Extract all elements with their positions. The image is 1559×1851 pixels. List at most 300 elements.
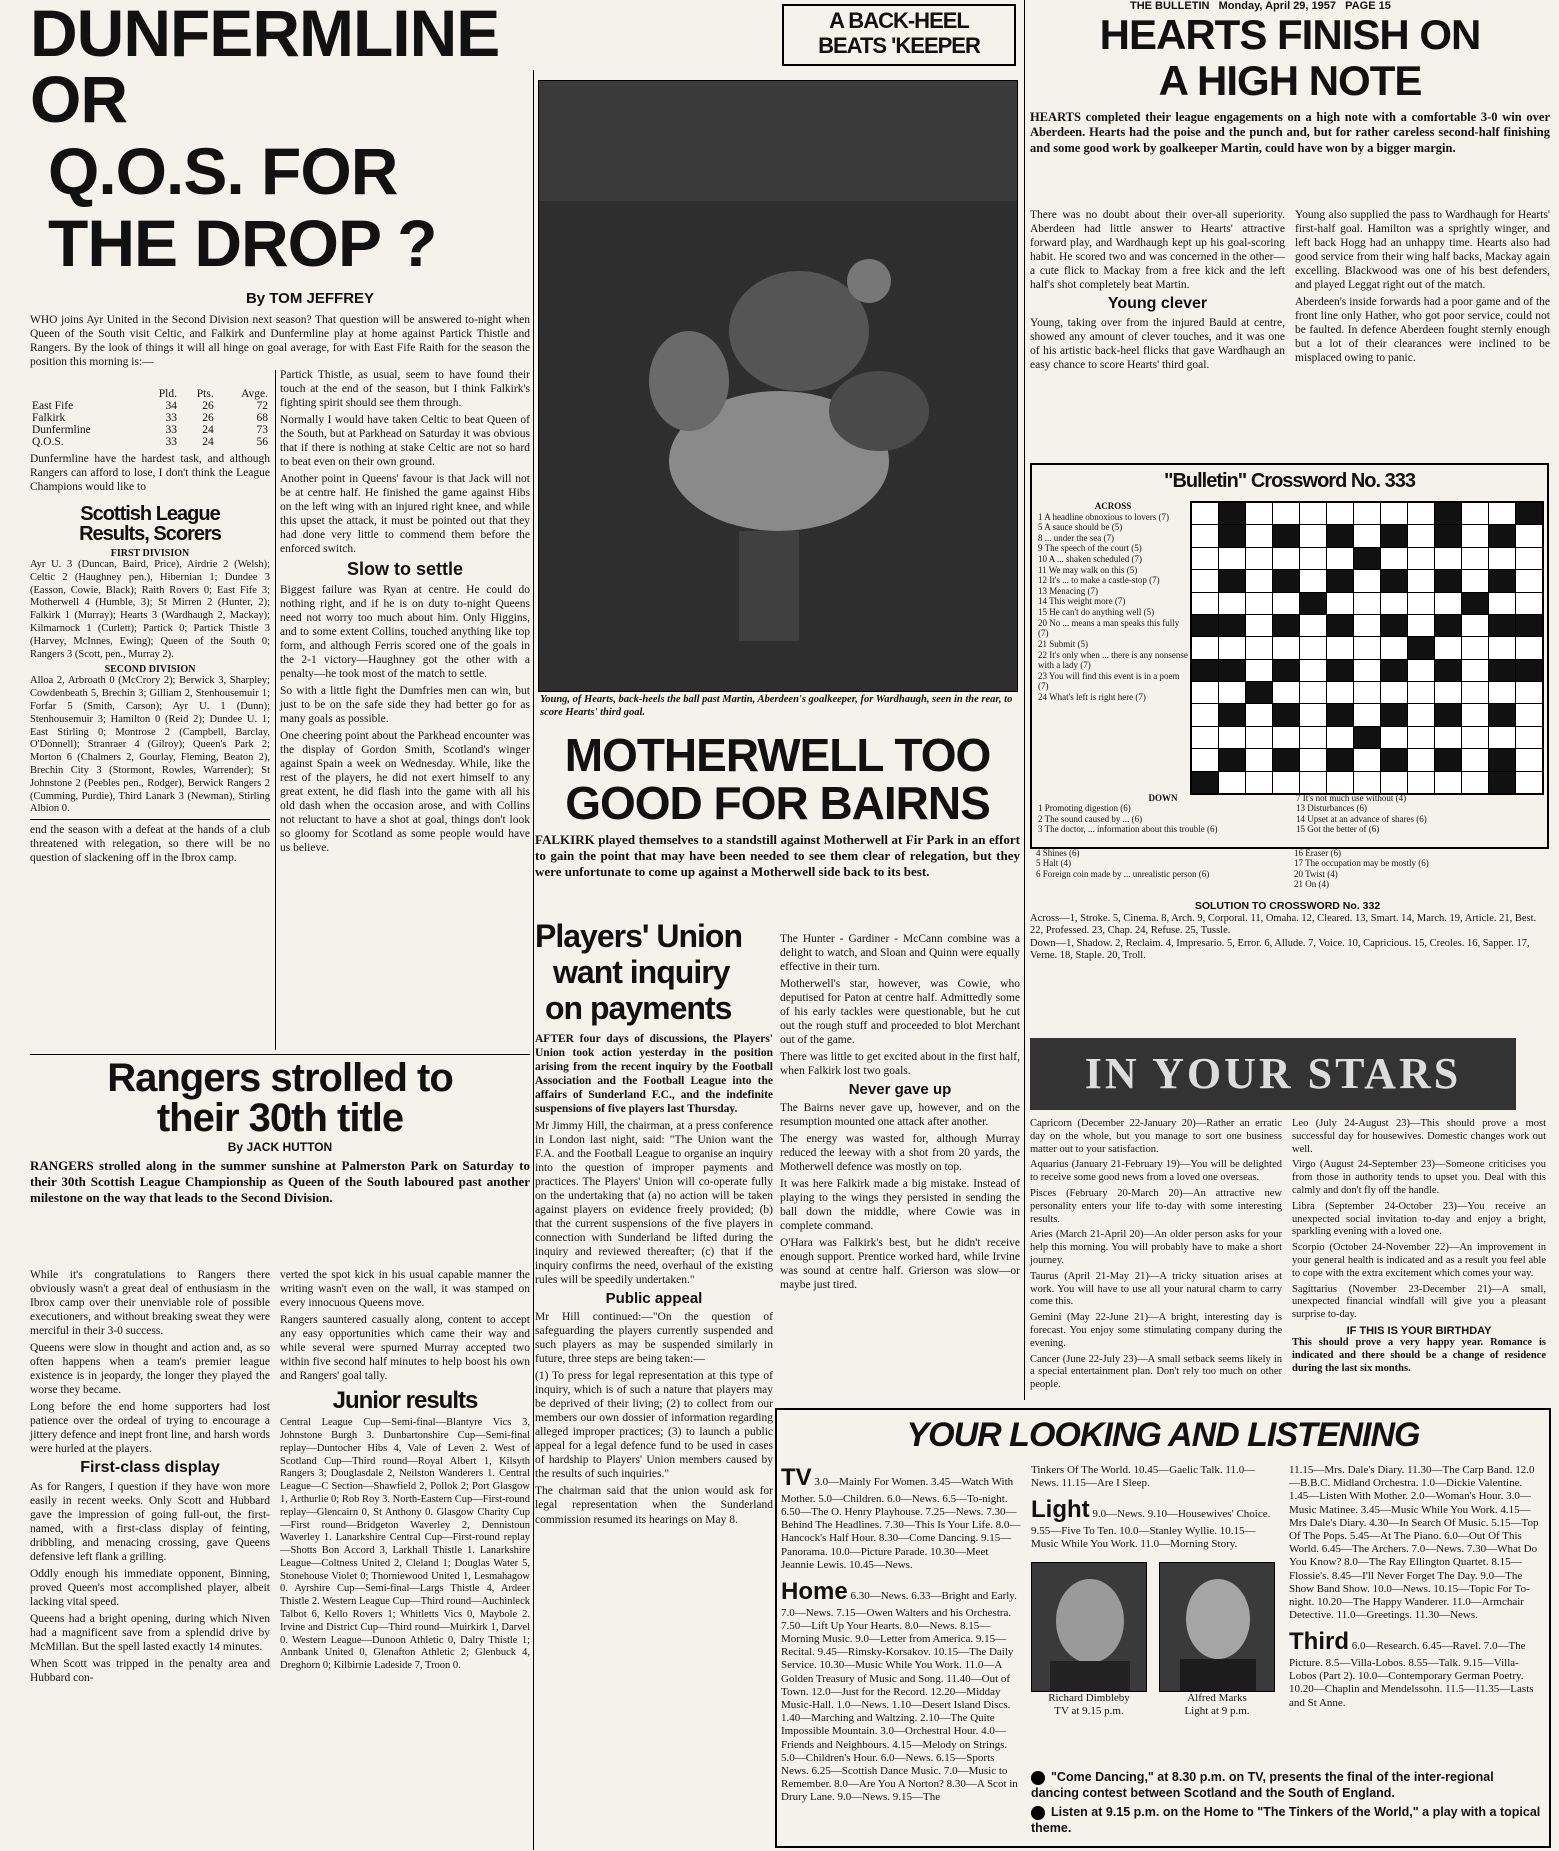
motherwell-para-4: The Bairns never gave up, however, and on the resumption mounted one attack after another. xyxy=(780,1102,1020,1129)
crossword-cell[interactable] xyxy=(1381,682,1407,703)
crossword-down-more xyxy=(1036,848,1536,889)
crossword-black-cell xyxy=(1489,772,1515,793)
crossword-cell[interactable] xyxy=(1381,727,1407,748)
crossword-cell[interactable] xyxy=(1246,548,1272,569)
crossword-solution xyxy=(1030,900,1545,963)
union-article xyxy=(535,920,773,1530)
crossword-cell[interactable] xyxy=(1192,637,1218,658)
crossword-cell[interactable] xyxy=(1435,682,1461,703)
crossword-cell[interactable] xyxy=(1273,637,1299,658)
crossword-black-cell xyxy=(1435,704,1461,725)
crossword-cell[interactable] xyxy=(1516,548,1542,569)
junior-results-text: Central League Cup—Semi-final—Blantyre Vics 3, Johnstone Burgh 3. Dunbartonshire Cup—Semi-final replay—Duntocher Hibs 4, Vale of Leven 2. West of Scotland Cup—Third round—Royal Albert 1, Kilsyth Rangers 3; Douglasdale 2, Neilston Wanderers 1. Central League—C Section—Shawfield 2, Pollok 2; Port Glasgow 1, Arthurlie 0; Rob Roy 3. North-Eastern Cup—First-round replay—Glencairn 0, St Anthony 0. Glasgow Charity Cup—First round—Bridgeton Waverley 2, Dennistoun Waverley 1. Lanarkshire Central Cup—First-round replay—Shotts Bon Accord 3, Larkhall Thistle 1. Lanarkshire League—Coltness United 2, Cleland 1; Douglas Water 5, Stonehouse Violet 0; Thorniewood United 1, Lesmahagow 0. Ayrshire Cup—Semi-final—Largs Thistle 4, Ardeer Thistle 2. Western League Cup—Third round—Auchinleck Talbot 6, Kello Rovers 1; Whitletts Vics 0, Maybole 2. Irvine and District Cup—Third round—Muirkirk 1, Darvel 0. Western League—Dunoon Athletic 0, Dalry Thistle 1; Annbank United 0, Glenafton Athletic 2; Glenbuck 4, Dreghorn 0; Kilbirnie Ladeside 7, Troon 0. xyxy=(280,1417,530,1672)
motherwell-body xyxy=(780,932,1020,1295)
across-clue: 14 This weight more (7) xyxy=(1038,596,1126,607)
across-clue: 15 He can't do anything well (5) xyxy=(1038,607,1155,618)
crossword-black-cell xyxy=(1489,525,1515,546)
column-rule xyxy=(1024,0,1025,1400)
crossword-cell[interactable] xyxy=(1516,704,1542,725)
crossword-cell[interactable] xyxy=(1219,727,1245,748)
crossword-cell[interactable] xyxy=(1462,749,1488,770)
crossword-cell[interactable] xyxy=(1516,682,1542,703)
crossword-cell[interactable] xyxy=(1408,503,1434,524)
horoscope-entry: Aries (March 21-April 20)—An older person asks for your help this morning. You will probably have to make a short journey. xyxy=(1030,1229,1282,1266)
crossword-cell[interactable] xyxy=(1408,615,1434,636)
young-clever-subhead: Young clever xyxy=(1107,295,1208,313)
across-clue: 10 A ... shaken scheduled (7) xyxy=(1038,554,1142,565)
crossword-cell[interactable] xyxy=(1300,704,1326,725)
crossword-cell[interactable] xyxy=(1219,593,1245,614)
crossword-cell[interactable] xyxy=(1327,637,1353,658)
hearts-headline-2: A HIGH NOTE xyxy=(1158,57,1422,104)
horoscope-entry: Libra (September 24-October 23)—You receive an unexpected social invitation to-day and enjoy a bright, sparkling evening with a loved one. xyxy=(1292,1200,1546,1238)
horoscope-entry: Capricorn (December 22-January 20)—Rather an erratic day on the whole, but you manage to sort one business matter out to your satisfaction. xyxy=(1030,1118,1282,1155)
crossword-cell[interactable] xyxy=(1246,772,1272,793)
crossword-cell[interactable] xyxy=(1489,593,1515,614)
hearts-headline-1: HEARTS FINISH ON xyxy=(1099,11,1481,58)
crossword-cell[interactable] xyxy=(1381,548,1407,569)
motherwell-para-7: O'Hara was Falkirk's best, but he didn't receive enough support. Prentice worked hard, while Irvine was sound at centre half. Grierson was slow—or maybe just tired. xyxy=(780,1237,1020,1292)
section-rule xyxy=(30,1054,530,1055)
across-clue: 13 Menacing (7) xyxy=(1038,585,1098,596)
crossword-cell[interactable] xyxy=(1192,593,1218,614)
crossword-cell[interactable] xyxy=(1300,615,1326,636)
crossword-cell[interactable] xyxy=(1300,503,1326,524)
portrait-image xyxy=(1160,1563,1276,1691)
masthead-page: PAGE 15 xyxy=(1345,0,1391,12)
dunfermline-headline-2: Q.O.S. FOR xyxy=(48,134,398,208)
crossword-title: "Bulletin" Crossword No. 333 xyxy=(1163,470,1415,492)
crossword-cell[interactable] xyxy=(1408,682,1434,703)
solution-down: Down—1, Shadow. 2, Reclaim. 4, Impresario. 5, Error. 6, Allude. 7, Voice. 10, Capricious. 15, Creoles. 16, Sapper. 17, Verne. 18, Staple. 20, Troll. xyxy=(1030,937,1530,962)
crossword-cell[interactable] xyxy=(1462,772,1488,793)
slow-to-settle-subhead: Slow to settle xyxy=(346,559,463,580)
crossword-box xyxy=(1030,463,1549,849)
crossword-cell[interactable] xyxy=(1408,727,1434,748)
first-division-results: Ayr U. 3 (Duncan, Baird, Price), Airdrie 2 (Welsh); Celtic 2 (Haughney pen.), Hibernian 1; Dundee 3 (Easson, Cowie, Black); Raith Rovers 0; East Fife 3; Motherwell 4 (Humble, 3); St Mirren 2 (Hunter, 2); Falkirk 1 (Murray); Hearts 3 (Wardhaugh 2, Mackay); Kilmarnock 1 (Curlett); Partick 0; Partick Thistle 3 (Harvey, McInnes, Ewing); Queen of the South 0; Rangers 3 (Scott, pen., Murray 2). xyxy=(30,559,270,660)
photo-headline-2: BEATS 'KEEPER xyxy=(818,33,980,58)
crossword-cell[interactable] xyxy=(1381,772,1407,793)
crossword-black-cell xyxy=(1273,704,1299,725)
down-clue: 15 Got the better of (6) xyxy=(1296,824,1380,835)
crossword-cell[interactable] xyxy=(1192,704,1218,725)
portrait-photo xyxy=(1159,1562,1275,1692)
crossword-cell[interactable] xyxy=(1489,503,1515,524)
crossword-cell[interactable] xyxy=(1246,749,1272,770)
crossword-black-cell xyxy=(1219,704,1245,725)
across-clue: 24 What's left is right here (7) xyxy=(1038,691,1146,702)
down-label: DOWN xyxy=(1148,793,1178,803)
hearts-para-2: Young, taking over from the injured Bauld at centre, showed any amount of clever touches, and it was one of his artistic back-heel flicks that gave Wardhaugh an easy chance to score Hearts' third goal. xyxy=(1030,317,1285,372)
crossword-cell[interactable] xyxy=(1273,593,1299,614)
crossword-black-cell xyxy=(1435,615,1461,636)
crossword-cell[interactable] xyxy=(1489,727,1515,748)
across-label: ACROSS xyxy=(1094,501,1132,511)
portrait-name: Alfred Marks xyxy=(1187,1691,1247,1704)
league-table-row: East Fife 34 26 72 xyxy=(32,400,268,412)
tv-radio-box xyxy=(775,1408,1551,1848)
across-clue: 23 You will find this event is in a poem (7) xyxy=(1038,670,1180,692)
crossword-black-cell xyxy=(1489,570,1515,591)
crossword-cell[interactable] xyxy=(1219,548,1245,569)
horoscope-entry: Pisces (February 20-March 20)—An attractive new personality enters your life to-day with some interesting results. xyxy=(1030,1187,1282,1225)
crossword-cell[interactable] xyxy=(1462,637,1488,658)
down-clue: 7 It's not much use without (4) xyxy=(1296,793,1407,803)
crossword-cell[interactable] xyxy=(1327,772,1353,793)
second-division-label: SECOND DIVISION xyxy=(104,664,196,676)
portrait-image xyxy=(1032,1563,1148,1691)
crossword-black-cell xyxy=(1219,660,1245,681)
crossword-black-cell xyxy=(1327,525,1353,546)
rangers-headline-1: Rangers strolled to xyxy=(107,1056,453,1100)
portrait-name: Richard Dimbleby xyxy=(1048,1691,1130,1704)
down-clue: 3 The doctor, ... information about this trouble (6) xyxy=(1038,824,1218,835)
first-class-subhead: First-class display xyxy=(80,1459,220,1477)
down-clue: 14 Upset at an advance of shares (6) xyxy=(1296,813,1427,824)
dunfermline-headline-1: DUNFERMLINE OR xyxy=(30,0,500,136)
crossword-cell[interactable] xyxy=(1408,593,1434,614)
dunfermline-col-2 xyxy=(280,368,530,859)
rangers-para-1: While it's congratulations to Rangers there obviously wasn't a great deal of enthusiasm in the Ibrox camp over their unenviable role of possible executioners, and without breaking sweat they were merciful in their 3-0 success. xyxy=(30,1269,270,1338)
crossword-black-cell xyxy=(1192,772,1218,793)
crossword-cell[interactable] xyxy=(1462,704,1488,725)
crossword-black-cell xyxy=(1273,749,1299,770)
crossword-black-cell xyxy=(1381,749,1407,770)
tv-label: TV xyxy=(781,1464,812,1491)
union-lead: AFTER four days of discussions, the Players' Union took action yesterday in the position arising from the recent inquiry by the Football Association and the Football League into the affairs of Sunderland F.C., and the indefinite suspensions of five players last Thursday. xyxy=(535,1033,773,1116)
hearts-col2-para-2: Aberdeen's inside forwards had a poor game and of the front line only Hather, who got poor service, could not be faulted. In defence Aberdeen fought sternly enough but a lot of their clearances were inclined to be misplaced owing to panic. xyxy=(1295,296,1550,365)
crossword-black-cell xyxy=(1435,525,1461,546)
crossword-black-cell xyxy=(1435,570,1461,591)
rangers-para-6: Queens had a bright opening, during which Niven had a magnificent save from a splendid drive by McMillan. But the spell lasted exactly 14 minutes. xyxy=(30,1613,270,1654)
crossword-cell[interactable] xyxy=(1327,593,1353,614)
crossword-cell[interactable] xyxy=(1219,772,1245,793)
crossword-black-cell xyxy=(1489,660,1515,681)
motherwell-headline-1: MOTHERWELL TOO xyxy=(564,729,991,781)
solution-title: SOLUTION TO CROSSWORD No. 332 xyxy=(1194,900,1381,912)
match-photo xyxy=(538,80,1018,692)
horoscope-entry: Virgo (August 24-September 23)—Someone criticises you from those in authority tends to upset you. Deal with this calmly and don't fly off the handle. xyxy=(1292,1159,1546,1196)
third-label: Third xyxy=(1289,1628,1349,1656)
down-clue: 17 The occupation may be mostly (6) xyxy=(1294,858,1429,869)
union-headline-2: want inquiry xyxy=(553,954,730,990)
tv-col-2 xyxy=(1031,1464,1281,1718)
across-clue: 21 Submit (5) xyxy=(1038,638,1089,649)
crossword-cell[interactable] xyxy=(1516,772,1542,793)
crossword-cell[interactable] xyxy=(1489,548,1515,569)
crossword-cell[interactable] xyxy=(1300,682,1326,703)
crossword-cell[interactable] xyxy=(1462,682,1488,703)
crossword-cell[interactable] xyxy=(1516,637,1542,658)
rangers-para-7: When Scott was tripped in the penalty area and Hubbard con- xyxy=(30,1658,270,1685)
crossword-black-cell xyxy=(1246,682,1272,703)
crossword-cell[interactable] xyxy=(1273,503,1299,524)
motherwell-headline-2: GOOD FOR BAIRNS xyxy=(565,777,990,829)
crossword-cell[interactable] xyxy=(1300,548,1326,569)
crossword-cell[interactable] xyxy=(1516,570,1542,591)
crossword-cell[interactable] xyxy=(1354,637,1380,658)
crossword-cell[interactable] xyxy=(1462,503,1488,524)
crossword-black-cell xyxy=(1435,749,1461,770)
crossword-cell[interactable] xyxy=(1300,570,1326,591)
across-clue: 9 The speech of the court (5) xyxy=(1038,543,1142,554)
crossword-black-cell xyxy=(1381,615,1407,636)
stars-col-1 xyxy=(1030,1118,1282,1395)
dunfermline-col2-para-6: One cheering point about the Parkhead encounter was the display of Gordon Smith, Scotland's winger against Spain a week on Wednesday. While, like the rest of the players, he did not exert himself to any great extent, he did flash into the game with all his old dash when the occasion arose, and with Collins not reluctant to have a shot at goal, things don't look so gloomy for Scotland as some people would have us believe. xyxy=(280,730,530,855)
crossword-black-cell xyxy=(1489,704,1515,725)
third-schedule: 6.0—Research. 6.45—Ravel. 7.0—The Picture. 8.5—Villa-Lobos. 8.55—Talk. 9.15—Villa-Lobos (Part 2). 10.0—Contemporary German Poetry. 10.20—Chaplin and Mendelssohn. 11.5—11.35—Lasts and St Anne. xyxy=(1289,1640,1534,1709)
crossword-cell[interactable] xyxy=(1300,637,1326,658)
crossword-cell[interactable] xyxy=(1354,570,1380,591)
results-title-1: Scottish League xyxy=(80,503,220,526)
tv-radio-title: YOUR LOOKING AND LISTENING xyxy=(906,1416,1420,1454)
crossword-cell[interactable] xyxy=(1327,548,1353,569)
crossword-black-cell xyxy=(1435,503,1461,524)
crossword-cell[interactable] xyxy=(1516,727,1542,748)
crossword-cell[interactable] xyxy=(1273,682,1299,703)
down-clue: 20 Twist (4) xyxy=(1294,868,1338,879)
crossword-black-cell xyxy=(1354,548,1380,569)
crossword-black-cell xyxy=(1381,704,1407,725)
crossword-cell[interactable] xyxy=(1381,637,1407,658)
crossword-cell[interactable] xyxy=(1300,727,1326,748)
home-label: Home xyxy=(781,1577,848,1605)
highlight-item: "Come Dancing," at 8.30 p.m. on TV, presents the final of the inter-regional dancing contest between Scotland and the South of England. xyxy=(1031,1770,1494,1800)
rangers-lead: RANGERS strolled along in the summer sunshine at Palmerston Park on Saturday to their 30th Scottish League Championship as Queen of the South laboured past another milestone on the way that leads to the Second Division. xyxy=(30,1158,530,1205)
crossword-black-cell xyxy=(1273,615,1299,636)
crossword-black-cell xyxy=(1327,570,1353,591)
crossword-cell[interactable] xyxy=(1516,525,1542,546)
crossword-black-cell xyxy=(1516,660,1542,681)
light-continued: 11.15—Mrs. Dale's Diary. 11.30—The Carp Band. 12.0—B.B.C. Midland Orchestra. 1.0—Dickie Valentine. 1.45—Listen With Mother. 2.0—Woman's Hour. 3.0—Music Matinee. 3.45—Music While You Work. 4.15—Mrs Dale's Diary. 4.30—In Search Of Music. 5.15—Top Of The Pops. 5.45—At The Piano. 6.0—Out Of This World. 6.45—The Archers. 7.0—News. 7.30—What Do You Know? 8.0—The Ray Ellington Quartet. 8.15—Flossie's. 8.45—I'll Never Forget The Day. 9.0—The Show Band Show. 10.0—News. 10.15—Topic For To-night. 10.20—The Happy Wanderer. 11.0—Armchair Detective. 11.0—Greetings. 11.30—News. xyxy=(1289,1464,1539,1622)
crossword-cell[interactable] xyxy=(1354,593,1380,614)
crossword-cell[interactable] xyxy=(1300,525,1326,546)
crossword-cell[interactable] xyxy=(1354,749,1380,770)
crossword-cell[interactable] xyxy=(1246,615,1272,636)
crossword-cell[interactable] xyxy=(1408,704,1434,725)
crossword-cell[interactable] xyxy=(1489,637,1515,658)
crossword-cell[interactable] xyxy=(1354,772,1380,793)
crossword-cell[interactable] xyxy=(1192,682,1218,703)
union-para-1: Mr Jimmy Hill, the chairman, at a press conference in London last night, said: "The Union want the F.A. and the Football League to organise an inquiry into the question of improper payments and practices. The Players' Union will co-operate fully on the undertaking that (a) no action will be taken against players on evidence freely provided; (b) that the current suspensions of the five players in connection with Sunderland be lifted during the inquiry and reviewed thereafter; (c) that if the inquiry confirms the need, overhaul of the existing rules will be speedily undertaken." xyxy=(535,1120,773,1287)
crossword-cell[interactable] xyxy=(1462,727,1488,748)
crossword-cell[interactable] xyxy=(1462,615,1488,636)
crossword-cell[interactable] xyxy=(1435,637,1461,658)
league-table xyxy=(30,388,270,448)
across-clue: 20 No ... means a man speaks this fully (7) xyxy=(1038,617,1180,639)
column-rule xyxy=(533,70,534,1850)
down-clue: 13 Disturbances (6) xyxy=(1296,803,1367,814)
dunfermline-col2-para-3: Another point in Queens' favour is that Jack will not be at centre half. He finished the game against Hibs on the left wing with an injured right knee, and while this upset the attack, it must be pointed out that they had done very little to commend them before the enforced switch. xyxy=(280,473,530,556)
crossword-cell[interactable] xyxy=(1192,749,1218,770)
motherwell-para-1: The Hunter - Gardiner - McCann combine was a delight to watch, and Sloan and Quinn were equally effective in their turn. xyxy=(780,933,1020,974)
bullet-icon xyxy=(1031,1806,1045,1820)
crossword-cell[interactable] xyxy=(1192,570,1218,591)
crossword-cell[interactable] xyxy=(1192,727,1218,748)
crossword-cell[interactable] xyxy=(1462,525,1488,546)
crossword-cell[interactable] xyxy=(1408,660,1434,681)
rangers-col-2 xyxy=(280,1268,530,1676)
crossword-cell[interactable] xyxy=(1327,727,1353,748)
dunfermline-col1-end: end the season with a defeat at the hands of a club threatened with relegation, so there will be no question of slackening off in the Ibrox camp. xyxy=(30,824,270,865)
photo-headline-1: A BACK-HEEL xyxy=(829,8,969,33)
dunfermline-para-1: WHO joins Ayr United in the Second Division next season? That question will be answered to-night when Queen of the South visit Celtic, and Falkirk and Dunfermline play at home against Partick Thistle and Rangers. By the look of things it will all hinge on goal average, for with East Fife Raith for the season the position this morning is:— xyxy=(30,314,530,369)
crossword-cell[interactable] xyxy=(1246,503,1272,524)
dunfermline-col-1 xyxy=(30,388,270,868)
down-clue: 1 Promoting digestion (6) xyxy=(1038,803,1131,814)
crossword-cell[interactable] xyxy=(1246,727,1272,748)
crossword-black-cell xyxy=(1462,593,1488,614)
portrait-detail: Light at 9 p.m. xyxy=(1184,1704,1250,1717)
portrait-photo xyxy=(1031,1562,1147,1692)
dunfermline-para-2: Dunfermline have the hardest task, and although Rangers can afford to lose, I don't think the League Champions would like to xyxy=(30,453,270,494)
motherwell-para-5: The energy was wasted for, although Murray reduced the leeway with a shot from 20 yards, the Motherwell defence was mostly on top. xyxy=(780,1133,1020,1174)
dunfermline-article xyxy=(30,0,530,372)
crossword-cell[interactable] xyxy=(1408,570,1434,591)
photo-caption: Young, of Hearts, back-heels the ball past Martin, Aberdeen's goalkeeper, for Wardhaugh, seen in the rear, to score Hearts' third goal. xyxy=(540,694,1013,718)
tv-col-3 xyxy=(1289,1464,1541,1710)
rangers-article xyxy=(30,1058,530,1209)
portrait-dimbleby xyxy=(1031,1562,1147,1718)
tv-col-1 xyxy=(781,1464,1021,1805)
crossword-cell[interactable] xyxy=(1435,548,1461,569)
crossword-cell[interactable] xyxy=(1462,548,1488,569)
crossword-cell[interactable] xyxy=(1219,682,1245,703)
crossword-cell[interactable] xyxy=(1273,548,1299,569)
crossword-cell[interactable] xyxy=(1273,727,1299,748)
crossword-cell[interactable] xyxy=(1408,772,1434,793)
crossword-black-cell xyxy=(1381,570,1407,591)
crossword-cell[interactable] xyxy=(1462,660,1488,681)
crossword-cell[interactable] xyxy=(1354,704,1380,725)
rangers-para-4: As for Rangers, I question if they have won more easily in recent weeks. Only Scott and Hubbard gave the impression of going full-out, the first-named, with a first-class display of feinting, dribbling, and menacing crossing, gave Queens defensive left flank a grilling. xyxy=(30,1481,270,1564)
masthead-paper: THE BULLETIN xyxy=(1130,0,1210,12)
crossword-black-cell xyxy=(1516,503,1542,524)
motherwell-lead: FALKIRK played themselves to a standstill against Motherwell at Fir Park in an effort to gain the point that may have been needed to see them clear of relegation, but they were unfortunate to come up against a Motherwell side back to its best. xyxy=(535,832,1020,879)
crossword-cell[interactable] xyxy=(1192,548,1218,569)
crossword-black-cell xyxy=(1219,749,1245,770)
crossword-cell[interactable] xyxy=(1489,682,1515,703)
crossword-black-cell xyxy=(1381,525,1407,546)
across-clue: 8 ... under the sea (7) xyxy=(1038,532,1114,543)
crossword-cell[interactable] xyxy=(1381,593,1407,614)
league-table-row: Falkirk 33 26 68 xyxy=(32,412,268,424)
solution-across: Across—1, Stroke. 5, Cinema. 8, Arch. 9, Corporal. 11, Omaha. 12, Cleared. 13, Smart. 14, March. 19, Article. 21, Best. 22, Professed. 23, Chap. 24, Refuse. 25, Tussle. xyxy=(1030,912,1537,937)
down-clue: 4 Shines (6) xyxy=(1036,848,1080,858)
rangers-para-5: Oddly enough his immediate opponent, Binning, proved Queen's most accomplished player, albeit lacking vital speed. xyxy=(30,1568,270,1609)
across-clue: 12 It's ... to make a castle-stop (7) xyxy=(1038,575,1160,586)
crossword-cell[interactable] xyxy=(1354,525,1380,546)
crossword-black-cell xyxy=(1489,749,1515,770)
crossword-cell[interactable] xyxy=(1327,682,1353,703)
union-para-4: The chairman said that the union would ask for legal representation when the Sunderland commission resumed its hearings on May 8. xyxy=(535,1485,773,1526)
crossword-cell[interactable] xyxy=(1219,637,1245,658)
crossword-cell[interactable] xyxy=(1381,503,1407,524)
crossword-black-cell xyxy=(1300,593,1326,614)
union-para-2: Mr Hill continued:—"On the question of safeguarding the players currently suspended and such players as may be suspended similarly in future, three steps are being taken:— xyxy=(535,1311,773,1366)
league-table-header: Pld. Pts. Avge. xyxy=(158,388,268,400)
never-gave-up-subhead: Never gave up xyxy=(848,1081,952,1099)
crossword-cell[interactable] xyxy=(1462,570,1488,591)
crossword-black-cell xyxy=(1273,525,1299,546)
rangers-para-2: Queens were slow in thought and action and, as so often happens when a team's premier league existence is in jeopardy, the longer they played the worse they became. xyxy=(30,1342,270,1397)
horoscope-entry: Leo (July 24-August 23)—This should prove a most successful day for housewives. Domestic changes work out well. xyxy=(1292,1118,1546,1155)
crossword-cell[interactable] xyxy=(1516,593,1542,614)
first-division-label: FIRST DIVISION xyxy=(110,548,190,560)
down-clue: 6 Foreign coin made by ... unrealistic person (6) xyxy=(1036,868,1210,879)
portrait-marks xyxy=(1159,1562,1275,1718)
motherwell-article xyxy=(535,729,1020,883)
crossword-cell[interactable] xyxy=(1246,660,1272,681)
back-heel-headline-box xyxy=(782,4,1016,66)
crossword-cell[interactable] xyxy=(1246,593,1272,614)
across-clue: 11 We may walk on this (5) xyxy=(1038,564,1138,575)
crossword-cell[interactable] xyxy=(1246,525,1272,546)
crossword-cell[interactable] xyxy=(1246,570,1272,591)
crossword-cell[interactable] xyxy=(1408,548,1434,569)
crossword-cell[interactable] xyxy=(1246,637,1272,658)
crossword-cell[interactable] xyxy=(1354,503,1380,524)
crossword-cell[interactable] xyxy=(1192,525,1218,546)
crossword-black-cell xyxy=(1381,660,1407,681)
crossword-cell[interactable] xyxy=(1354,660,1380,681)
crossword-cell[interactable] xyxy=(1435,727,1461,748)
crossword-cell[interactable] xyxy=(1408,749,1434,770)
across-clue: 1 A headline obnoxious to lovers (7) xyxy=(1038,511,1169,522)
crossword-cell[interactable] xyxy=(1246,704,1272,725)
dunfermline-col2-para-4: Biggest failure was Ryan at centre. He could do nothing right, and if he is on duty to-night Queens need not worry too much about him. Only Higgins, and to some extent Collins, touched anything like top form, and although Ferris scored one of the goals in the 2-1 victory—Haughney got the other with a penalty—he took most of the match to settle. xyxy=(280,584,530,681)
crossword-black-cell xyxy=(1273,570,1299,591)
crossword-black-cell xyxy=(1192,615,1218,636)
crossword-cell[interactable] xyxy=(1516,749,1542,770)
horoscope-entry: Taurus (April 21-May 21)—A tricky situation arises at work. You will have to use all your natural charm to carry come this. xyxy=(1030,1270,1282,1308)
column-rule xyxy=(275,370,276,1050)
crossword-black-cell xyxy=(1219,503,1245,524)
motherwell-para-2: Motherwell's star, however, was Cowie, who deputised for Paton at centre half. Admittedly some of his early tackles were questionable, but he cut out the rough stuff and proceeded to blot Merchant out of the game. xyxy=(780,978,1020,1047)
light-schedule: 9.0—News. 9.10—Housewives' Choice. 9.55—Five To Ten. 10.0—Stanley Wyllie. 10.15—Music While You Work. 11.0—Morning Story. xyxy=(1031,1508,1271,1551)
rangers-col-1 xyxy=(30,1268,270,1688)
down-clue: 5 Halt (4) xyxy=(1036,858,1071,869)
crossword-cell[interactable] xyxy=(1300,749,1326,770)
crossword-cell[interactable] xyxy=(1354,682,1380,703)
crossword-cell[interactable] xyxy=(1435,593,1461,614)
crossword-black-cell xyxy=(1219,525,1245,546)
junior-results-title: Junior results xyxy=(332,1387,478,1415)
crossword-cell[interactable] xyxy=(1192,503,1218,524)
league-table-row: Dunfermline 33 24 73 xyxy=(32,424,268,436)
crossword-cell[interactable] xyxy=(1327,503,1353,524)
hearts-col-2 xyxy=(1295,208,1550,368)
crossword-cell[interactable] xyxy=(1354,615,1380,636)
dunfermline-headline-3: THE DROP ? xyxy=(48,206,437,280)
birthday-title: IF THIS IS YOUR BIRTHDAY xyxy=(1346,1324,1492,1337)
crossword-cell[interactable] xyxy=(1300,660,1326,681)
down-clue: 21 On (4) xyxy=(1294,879,1329,890)
horoscope-entry: Aquarius (January 21-February 19)—You will be delighted to receive some good news from a loved one overseas. xyxy=(1030,1159,1282,1184)
crossword-cell[interactable] xyxy=(1273,772,1299,793)
crossword-cell[interactable] xyxy=(1408,525,1434,546)
hearts-col2-para-1: Young also supplied the pass to Wardhaugh for Hearts' first-half goal. Hamilton was a sprightly winger, and left back Hogg had an unhappy time. Hearts also had good service from their wing half backs, Mackay again excelling. Blackwood was one of his best defenders, and played Leggat right out of the match. xyxy=(1295,209,1550,292)
across-clue: 5 A sauce should be (5) xyxy=(1038,522,1123,533)
crossword-black-cell xyxy=(1327,704,1353,725)
crossword-cell[interactable] xyxy=(1435,772,1461,793)
down-clue: 16 Eraser (6) xyxy=(1294,848,1341,858)
crossword-black-cell xyxy=(1327,749,1353,770)
crossword-cell[interactable] xyxy=(1300,772,1326,793)
union-para-3: (1) To press for legal representation at this type of inquiry, which is of such a nature that players may be deprived of their living; (2) to collect from our members our own dossier of information regarding alleged improper practices; (3) to launch a public appeal for a legal defence fund to be used in cases of hardship to Players' Union members caused by the results of such inquiries." xyxy=(535,1370,773,1481)
dunfermline-byline: By TOM JEFFREY xyxy=(245,290,375,307)
tinkers-text: Tinkers Of The World. 10.45—Gaelic Talk. 11.0—News. 11.15—Are I Sleep. xyxy=(1031,1464,1256,1490)
